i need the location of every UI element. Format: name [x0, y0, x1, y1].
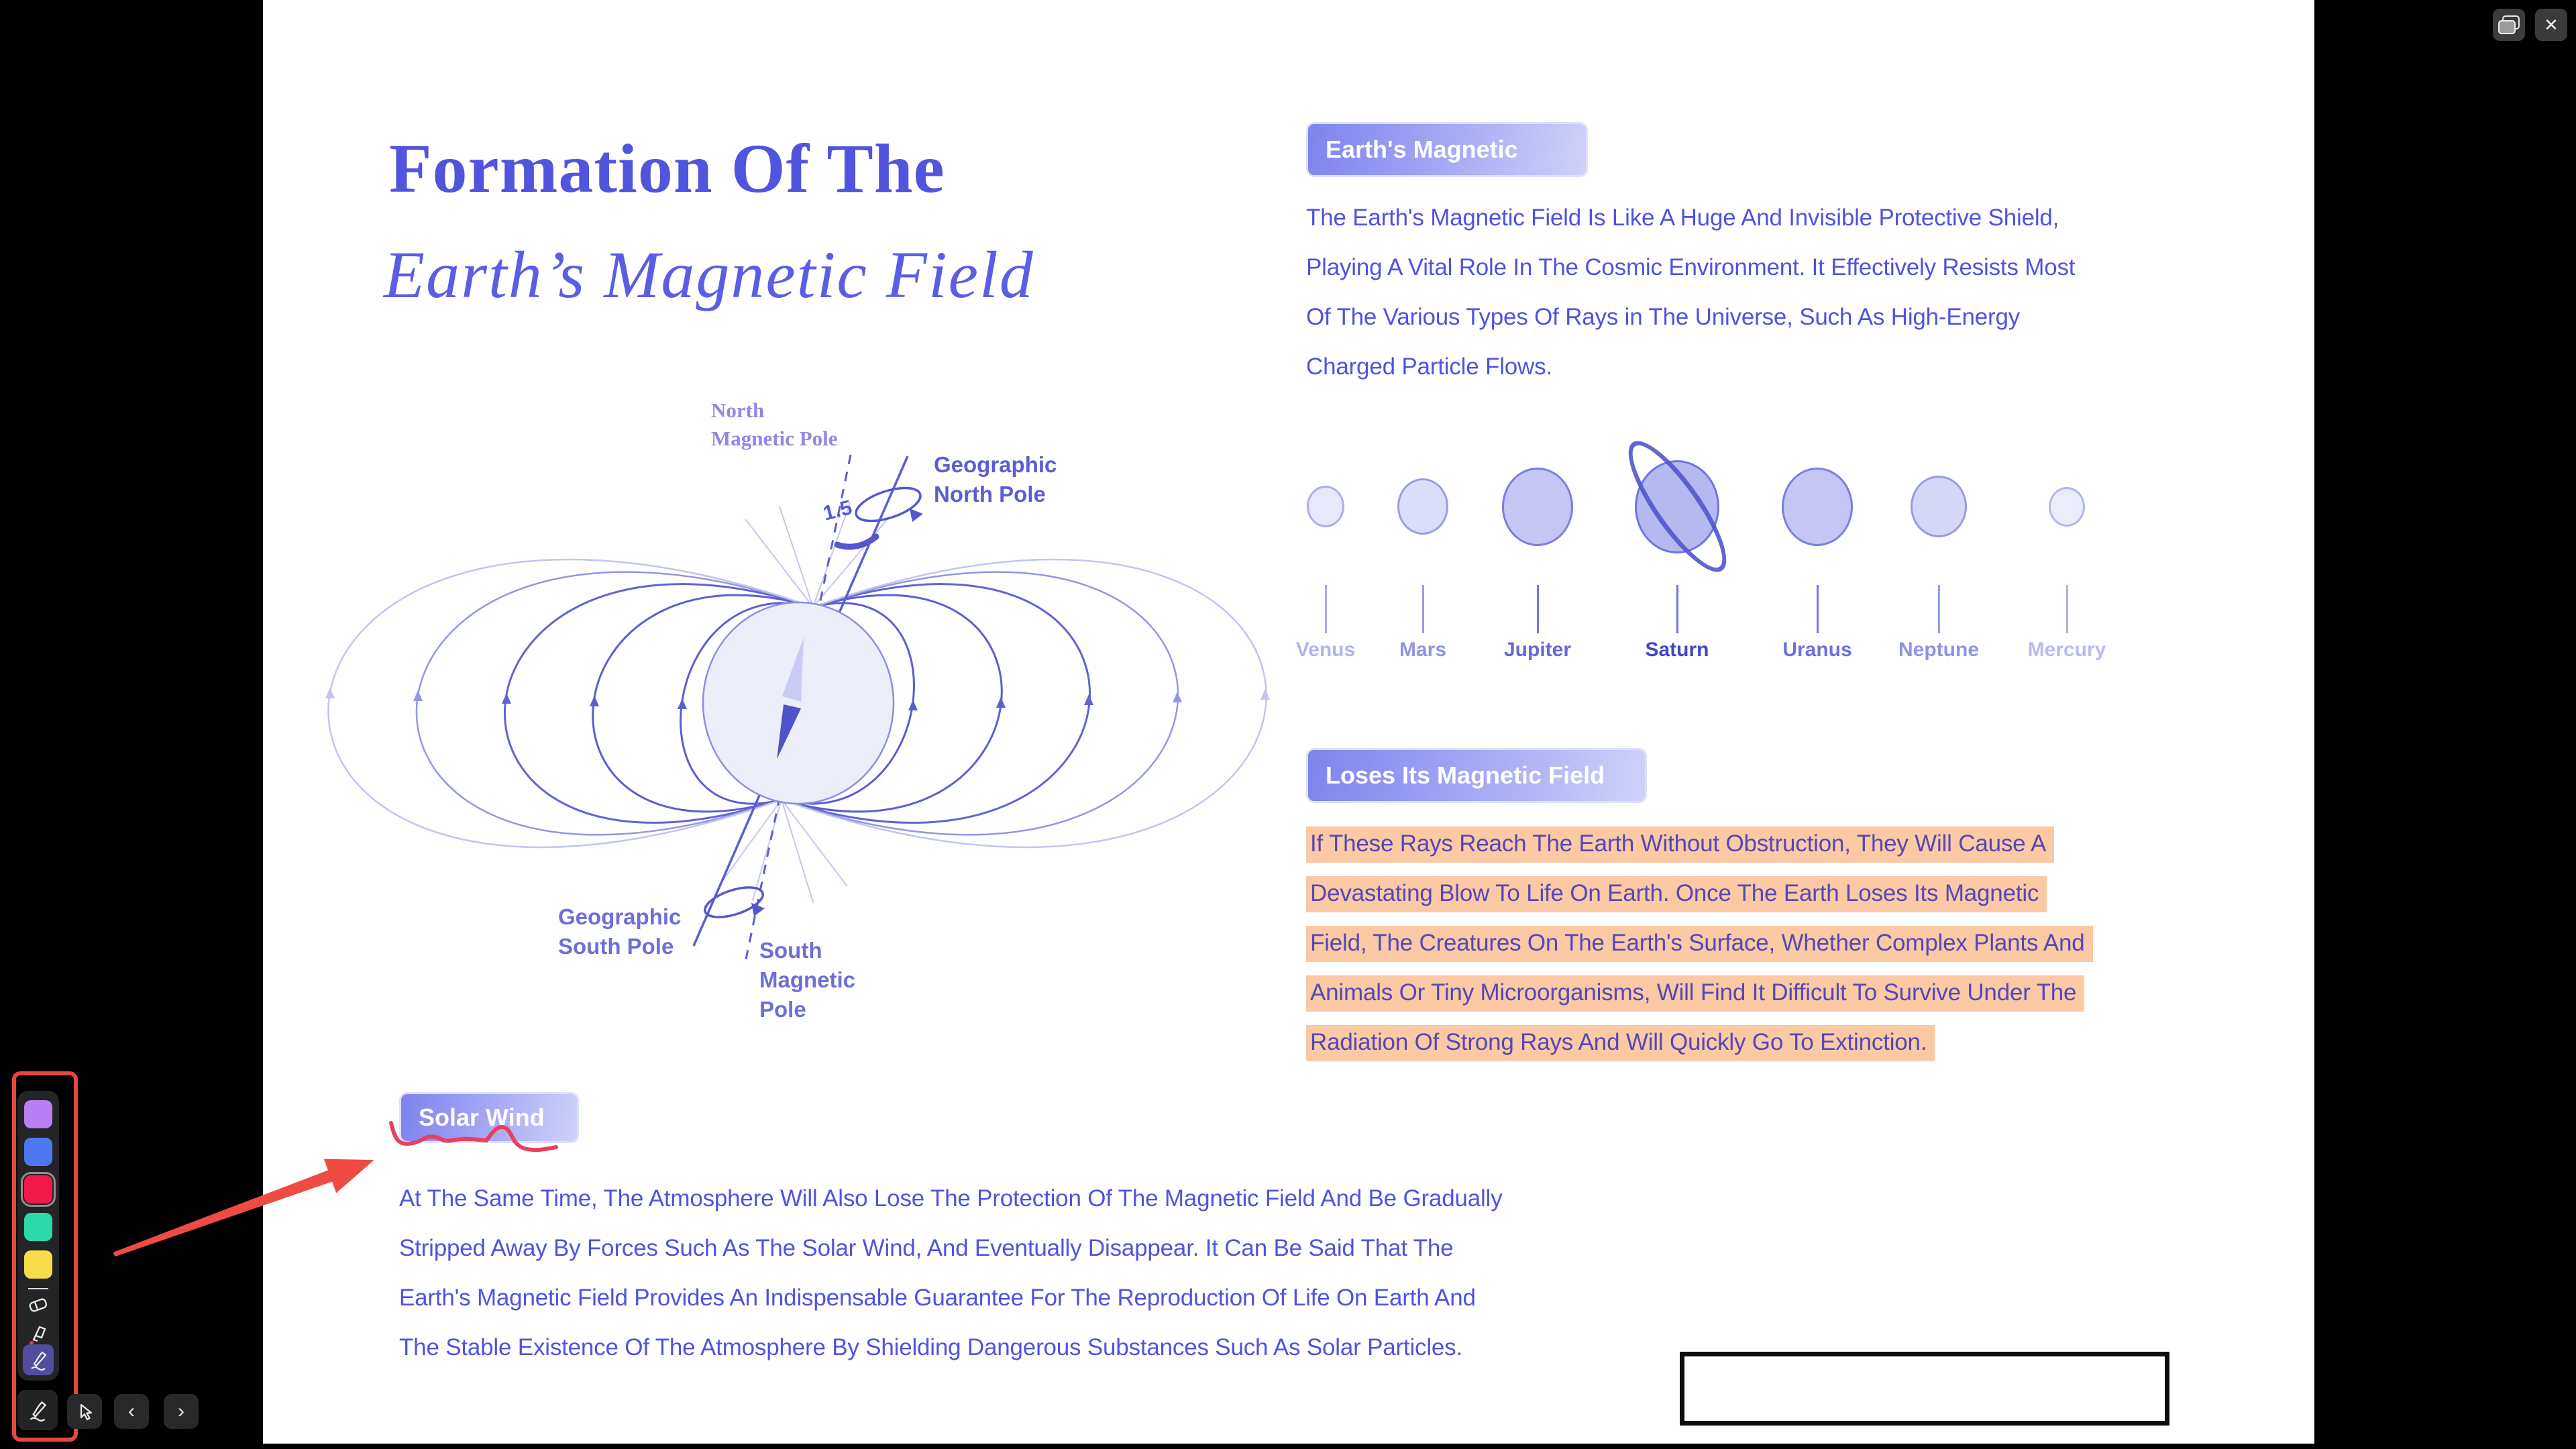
label-north-magnetic-pole-1: North: [711, 398, 765, 422]
rotation-arrow-bottom: [702, 881, 767, 923]
planet-venus: [1307, 486, 1344, 527]
pointer-tool-button[interactable]: [67, 1394, 102, 1429]
planet-mercury: [2049, 487, 2085, 527]
planet-tick: [1676, 585, 1678, 633]
label-geographic-north-pole-2: North Pole: [934, 482, 1046, 506]
paragraph-solar-wind: [399, 1174, 1553, 1373]
paragraph-loses-field-highlighted: [1306, 820, 2353, 1068]
label-south-magnetic-pole-1: South: [759, 938, 822, 963]
text-line: The Stable Existence Of The Atmosphere By Shielding Dangerous Substances Such As Solar Particles.: [399, 1334, 1462, 1360]
text-line: Field, The Creatures On The Earth's Surface, Whether Complex Plants And: [1306, 919, 2353, 969]
badge-loses-label: Loses Its Magnetic Field: [1326, 761, 1605, 789]
text-line: Animals Or Tiny Microorganisms, Will Find It Difficult To Survive Under The: [1306, 969, 2353, 1018]
text-line: Stripped Away By Forces Such As The Solar Wind, And Eventually Disappear. It Can Be Said That The: [399, 1235, 1454, 1261]
drawn-rectangle-annotation[interactable]: [1680, 1352, 2169, 1426]
restore-window-button[interactable]: [2493, 9, 2525, 41]
planet-label-saturn: Saturn: [1645, 639, 1709, 661]
label-geographic-south-pole-1: Geographic: [558, 904, 682, 929]
planet-label-neptune: Neptune: [1898, 639, 1979, 661]
toolbar-divider: [28, 1288, 48, 1289]
chevron-right-icon: ›: [178, 1400, 184, 1422]
planet-tick: [2066, 585, 2068, 633]
yellow-swatch[interactable]: [24, 1250, 52, 1279]
magnetic-field-diagram: [317, 382, 1296, 1046]
red-squiggle-annotation[interactable]: [386, 1114, 600, 1161]
next-slide-button[interactable]: [164, 1394, 199, 1429]
eraser-icon: [29, 1298, 47, 1311]
planet-jupiter: [1502, 468, 1573, 546]
label-north-magnetic-pole-2: Magnetic Pole: [711, 427, 838, 450]
red-arrow-annotation[interactable]: [94, 1130, 402, 1305]
text-line: If These Rays Reach The Earth Without Obstruction, They Will Cause A: [1306, 820, 2353, 869]
red-swatch[interactable]: [24, 1175, 52, 1203]
text-line: Devastating Blow To Life On Earth. Once The Earth Loses Its Magnetic: [1306, 869, 2353, 919]
angle-label: 1.5: [820, 495, 855, 525]
saturn-ring: [1613, 429, 1741, 584]
text-line: Charged Particle Flows.: [1306, 354, 1552, 380]
teal-swatch[interactable]: [24, 1213, 52, 1241]
text-line: At The Same Time, The Atmosphere Will Also Lose The Protection Of The Magnetic Field And Be Gradually: [399, 1185, 1503, 1212]
rotation-arrow-top: [852, 482, 924, 528]
label-geographic-north-pole-1: Geographic: [934, 452, 1057, 477]
eraser-tool-button[interactable]: [26, 1293, 50, 1318]
label-south-magnetic-pole-3: Pole: [759, 997, 806, 1022]
earth-globe: [703, 602, 894, 804]
pen-tool-shortcut-button[interactable]: [17, 1390, 58, 1430]
marker-icon: [34, 1327, 45, 1341]
angle-arc: [837, 537, 876, 547]
planet-saturn: [1635, 460, 1719, 553]
chevron-left-icon: ‹: [128, 1400, 135, 1422]
pen-icon: [27, 1348, 50, 1371]
text-line: Playing A Vital Role In The Cosmic Environment. It Effectively Resists Most: [1306, 254, 2076, 280]
planet-uranus: [1782, 468, 1853, 546]
paragraph-earths-magnetic: [1306, 193, 2326, 392]
text-line: Earth's Magnetic Field Provides An Indispensable Guarantee For The Reproduction Of Life On Earth And: [399, 1285, 1476, 1311]
slide-title-line1: Formation Of The: [389, 130, 945, 207]
badge-earths-magnetic-label: Earth's Magnetic: [1326, 136, 1518, 163]
drawing-toolbar: [17, 1091, 59, 1381]
cursor-icon: [74, 1401, 95, 1421]
badge-solar-wind-label: Solar Wind: [419, 1104, 545, 1131]
planet-tick: [1817, 585, 1819, 633]
text-line: Of The Various Types Of Rays in The Universe, Such As High-Energy: [1306, 304, 2021, 330]
text-line: Radiation Of Strong Rays And Will Quickly Go To Extinction.: [1306, 1018, 2353, 1068]
planet-mars: [1397, 478, 1448, 535]
slide-title-line2: Earth’s Magnetic Field: [384, 237, 1034, 312]
planet-label-venus: Venus: [1295, 639, 1356, 661]
pen-icon: [25, 1398, 50, 1422]
planet-tick: [1938, 585, 1940, 633]
planet-label-jupiter: Jupiter: [1503, 639, 1572, 661]
pen-tool-button-active[interactable]: [23, 1344, 54, 1375]
label-geographic-south-pole-2: South Pole: [558, 934, 674, 959]
previous-slide-button[interactable]: [114, 1394, 149, 1429]
planet-label-mars: Mars: [1399, 639, 1447, 661]
text-line: The Earth's Magnetic Field Is Like A Huge And Invisible Protective Shield,: [1306, 205, 2059, 231]
planet-tick: [1325, 585, 1327, 633]
close-icon: ✕: [2544, 14, 2559, 35]
close-button[interactable]: [2535, 9, 2567, 41]
blue-swatch[interactable]: [24, 1138, 52, 1166]
planet-label-mercury: Mercury: [2027, 639, 2106, 661]
badge-loses-magnetic-field: [1306, 748, 1647, 803]
purple-swatch[interactable]: [24, 1100, 52, 1128]
planet-neptune: [1911, 476, 1967, 537]
label-south-magnetic-pole-2: Magnetic: [759, 967, 856, 992]
slide-canvas[interactable]: [263, 0, 2314, 1444]
marker-tool-button[interactable]: [26, 1322, 50, 1346]
badge-earths-magnetic: [1306, 122, 1588, 177]
planet-label-uranus: Uranus: [1782, 639, 1852, 661]
planet-tick: [1422, 585, 1424, 633]
planet-tick: [1537, 585, 1539, 633]
